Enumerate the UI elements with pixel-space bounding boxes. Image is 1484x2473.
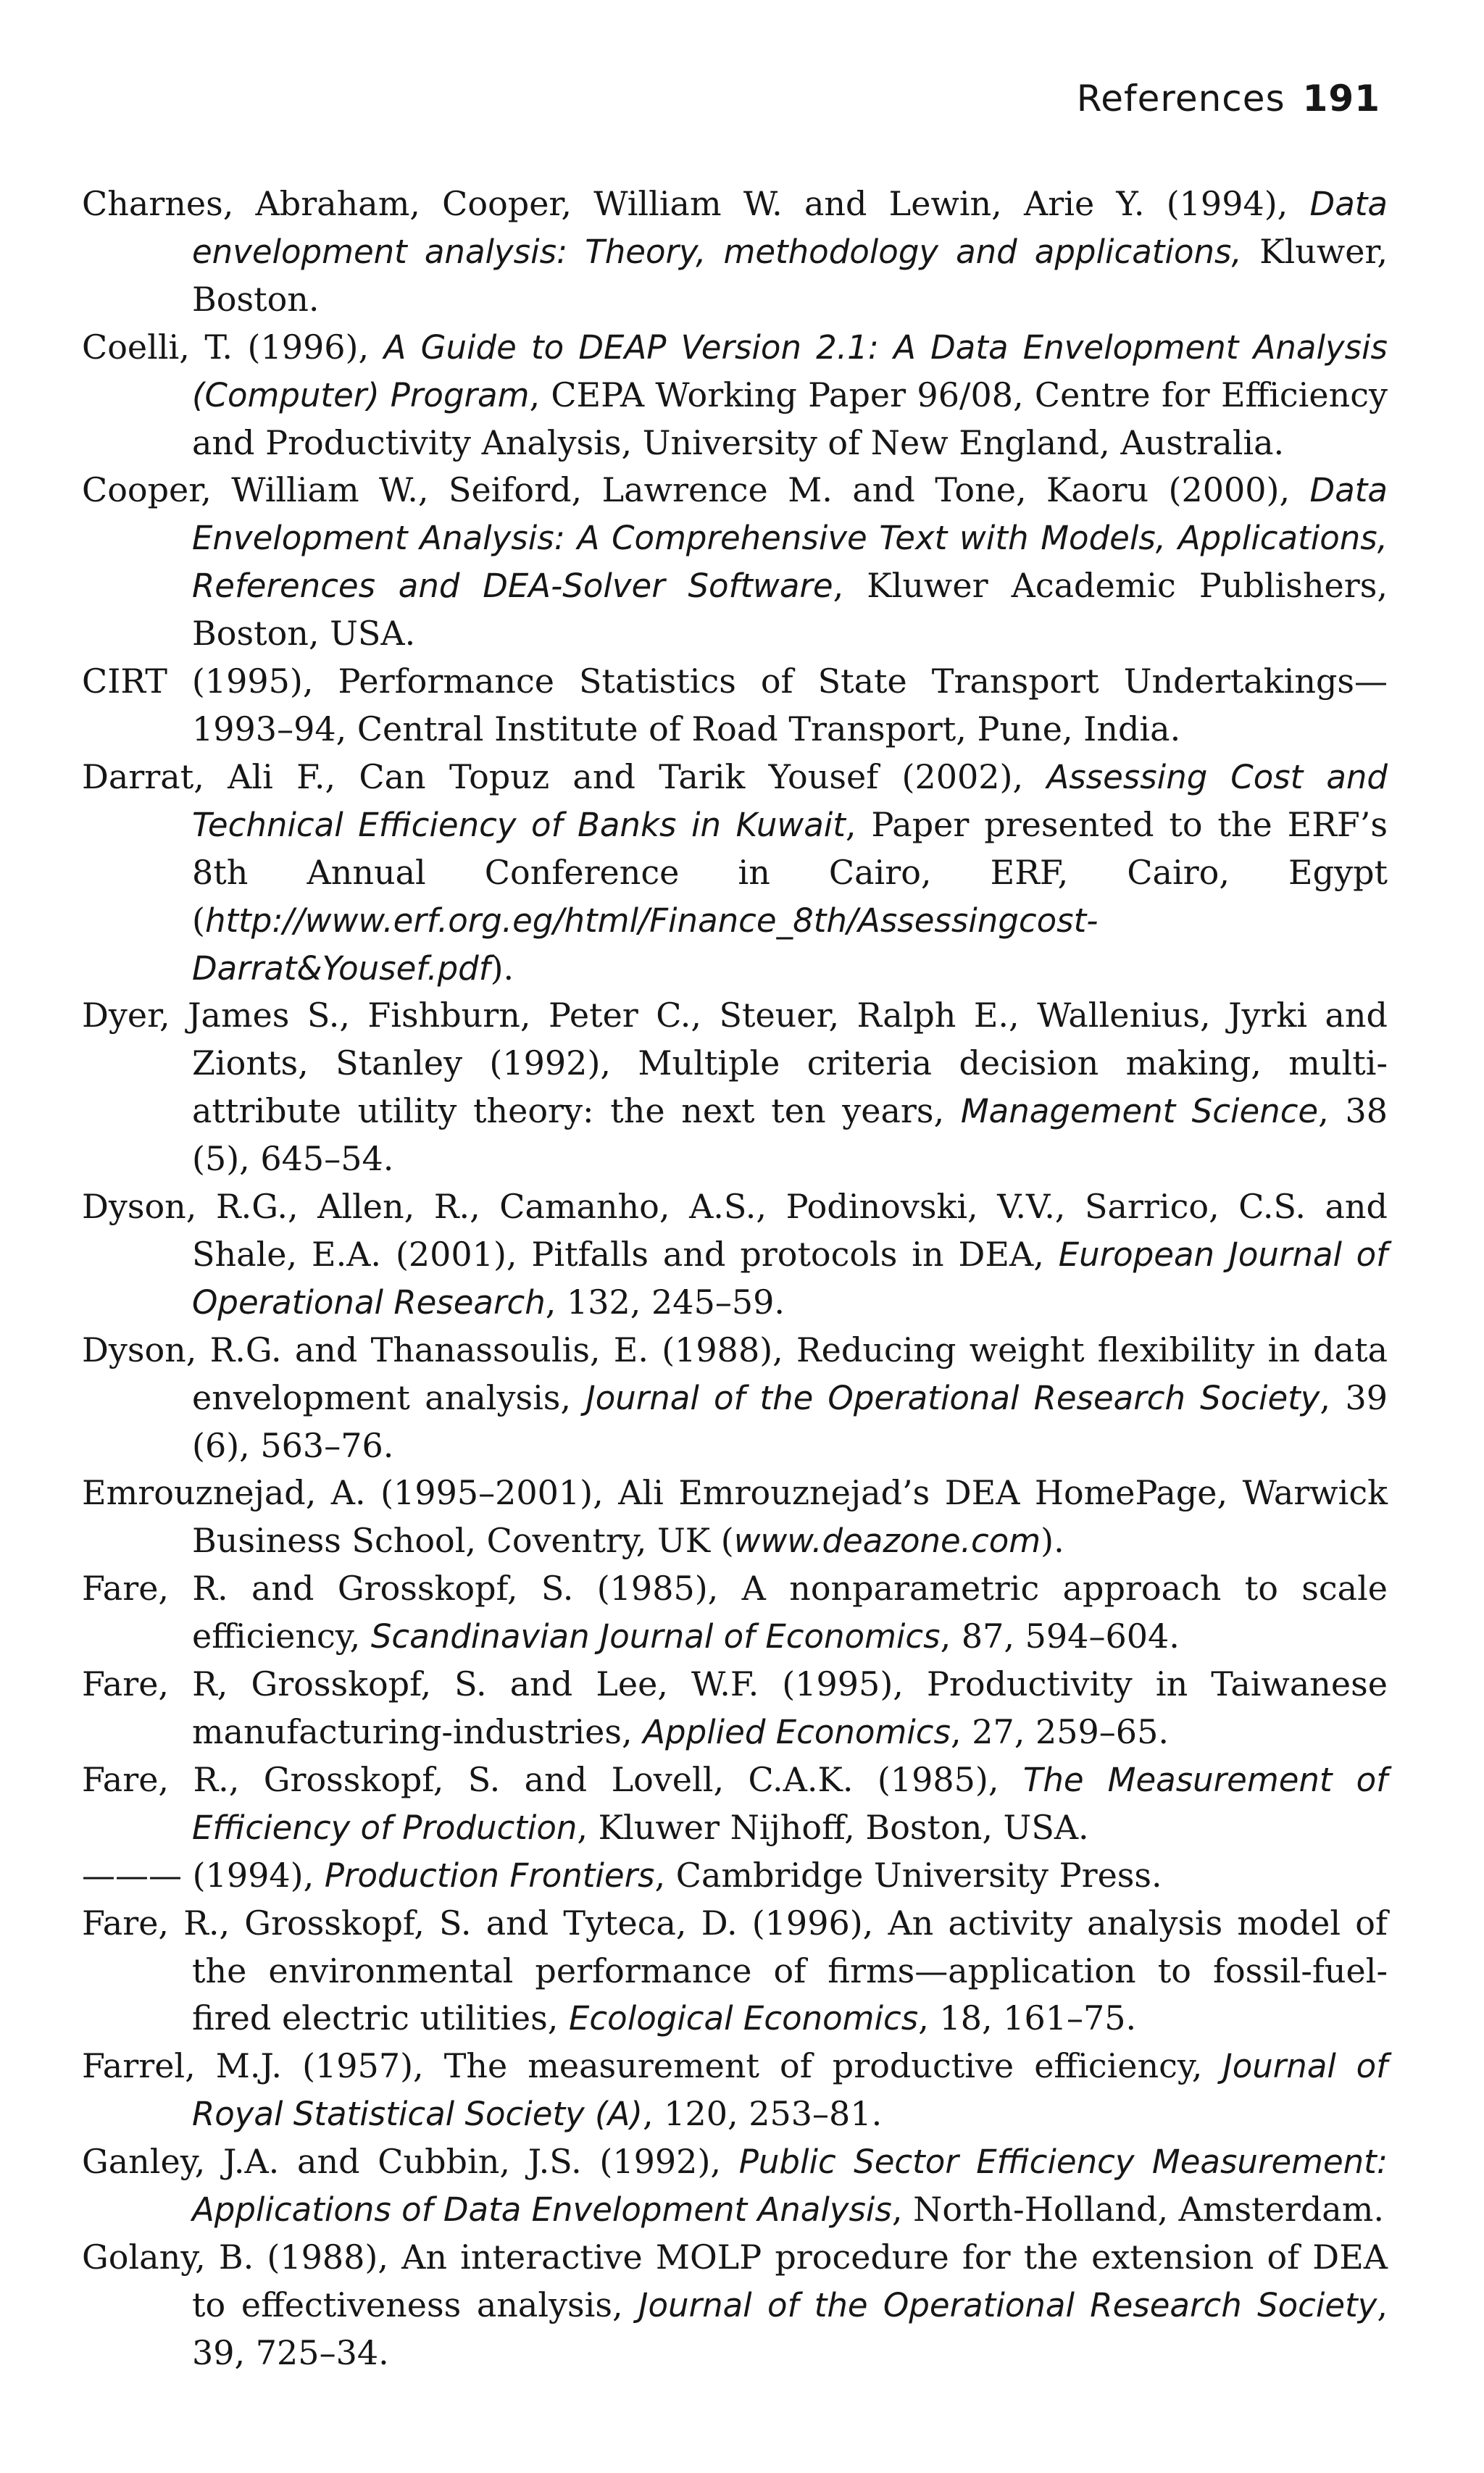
reference-text: , 39 (6), 563–76. — [192, 1377, 1388, 1465]
reference-title: European Journal of Operational Research — [192, 1235, 1388, 1322]
reference-title: Data Envelopment Analysis: A Comprehensive Text with Models, Applications, References and DEA-Solver Software — [192, 471, 1388, 606]
running-head-section: References — [1076, 78, 1285, 120]
reference-title: Data envelopment analysis: Theory, methodology and applications, — [192, 185, 1388, 271]
reference-text: Coelli, T. (1996), — [82, 327, 384, 367]
reference-entry — [82, 180, 1388, 324]
reference-entry — [82, 467, 1388, 658]
reference-text: , Cambridge University Press. — [654, 1855, 1162, 1895]
reference-entry — [82, 2138, 1388, 2234]
reference-text: Farrel, M.J. (1957), The measurement of productive efficiency, — [82, 2046, 1223, 2086]
reference-entry — [82, 2043, 1388, 2138]
reference-text: Fare, R, Grosskopf, S. and Lee, W.F. (1995), Productivity in Taiwanese manufacturing-industries, — [82, 1664, 1388, 1751]
reference-title: Journal of Royal Statistical Society (A) — [192, 2047, 1388, 2134]
reference-text: Fare, R., Grosskopf, S. and Lovell, C.A.K. (1985), — [82, 1759, 1023, 1799]
reference-entry — [82, 1183, 1388, 1327]
reference-text: Dyer, James S., Fishburn, Peter C., Steuer, Ralph E., Wallenius, Jyrki and Zionts, Stanley (1992), Multiple criteria decision making, multi-attribute utility theory: the next ten years, — [82, 996, 1388, 1131]
reference-text: Ganley, J.A. and Cubbin, J.S. (1992), — [82, 2142, 739, 2182]
reference-text: ). — [1041, 1521, 1064, 1561]
reference-entry — [82, 2234, 1388, 2377]
reference-text: , 87, 594–604. — [940, 1617, 1180, 1656]
reference-entry — [82, 1661, 1388, 1756]
reference-entry — [82, 1327, 1388, 1470]
reference-title: Ecological Economics — [568, 1999, 919, 2038]
reference-list — [82, 180, 1388, 2377]
reference-url: www.deazone.com — [733, 1522, 1041, 1561]
reference-text: , 120, 253–81. — [642, 2094, 883, 2134]
reference-text: Emrouznejad, A. (1995–2001), Ali Emrouznejad’s DEA HomePage, Warwick Business School, Coventry, UK ( — [82, 1473, 1388, 1561]
reference-text: Cooper, William W., Seiford, Lawrence M. and Tone, Kaoru (2000), — [82, 470, 1310, 510]
reference-text: , Kluwer Nijhoff, Boston, USA. — [577, 1807, 1089, 1847]
reference-url: http://www.erf.org.eg/html/Finance_8th/Assessingcost-Darrat&Yousef.pdf — [192, 901, 1099, 988]
reference-text: , 39, 725–34. — [192, 2285, 1388, 2372]
reference-text: ——— (1994), — [82, 1855, 325, 1895]
reference-entry — [82, 1565, 1388, 1661]
reference-entry — [82, 1756, 1388, 1852]
reference-text: Golany, B. (1988), An interactive MOLP procedure for the extension of DEA to effectiveness analysis, — [82, 2237, 1388, 2324]
reference-text: , 18, 161–75. — [918, 1998, 1137, 2038]
reference-title: The Measurement of Efficiency of Production — [192, 1760, 1388, 1847]
reference-title: Management Science — [960, 1092, 1319, 1131]
reference-entry — [82, 1469, 1388, 1565]
reference-entry — [82, 1852, 1388, 1900]
reference-text: Dyson, R.G. and Thanassoulis, E. (1988), Reducing weight flexibility in data envelopment analysis, — [82, 1330, 1388, 1417]
reference-text: , 27, 259–65. — [950, 1712, 1169, 1751]
reference-text: , North-Holland, Amsterdam. — [891, 2190, 1384, 2230]
reference-text: Kluwer, Boston. — [192, 231, 1388, 319]
running-head — [1077, 72, 1380, 125]
reference-text: CIRT (1995), Performance Statistics of State Transport Undertakings— 1993–94, Central Institute of Road Transport, Pune, India. — [82, 662, 1388, 748]
reference-text: Fare, R., Grosskopf, S. and Tyteca, D. (1996), An activity analysis model of the environmental performance of firms—application to fossil-fuel-fired electric utilities, — [82, 1903, 1388, 2038]
reference-text: Darrat, Ali F., Can Topuz and Tarik Yousef (2002), — [82, 756, 1047, 796]
reference-text: , Kluwer Academic Publishers, Boston, USA. — [192, 566, 1388, 654]
reference-text: Fare, R. and Grosskopf, S. (1985), A nonparametric approach to scale efficiency, — [82, 1569, 1388, 1656]
reference-entry — [82, 324, 1388, 467]
reference-text: , CEPA Working Paper 96/08, Centre for Efficiency and Productivity Analysis, University of New England, Australia. — [192, 375, 1388, 462]
reference-title: Applied Economics — [643, 1713, 951, 1751]
reference-text: , Paper presented to the ERF’s 8th Annual Conference in Cairo, ERF, Cairo, Egypt ( — [192, 804, 1388, 940]
reference-text: ). — [490, 948, 514, 988]
reference-text: Charnes, Abraham, Cooper, William W. and Lewin, Arie Y. (1994), — [82, 184, 1310, 223]
reference-entry — [82, 754, 1388, 993]
reference-entry — [82, 658, 1388, 754]
reference-text: , 38 (5), 645–54. — [192, 1091, 1388, 1179]
reference-title: Public Sector Efficiency Measurement: Applications of Data Envelopment Analysis — [192, 2143, 1388, 2230]
reference-text: Dyson, R.G., Allen, R., Camanho, A.S., Podinovski, V.V., Sarrico, C.S. and Shale, E.A. (2001), Pitfalls and protocols in DEA, — [82, 1187, 1388, 1274]
reference-title: Assessing Cost and Technical Efficiency of Banks in Kuwait — [192, 757, 1388, 844]
reference-text: , 132, 245–59. — [545, 1282, 785, 1322]
reference-title: Journal of the Operational Research Society — [638, 2285, 1377, 2324]
reference-entry — [82, 1900, 1388, 2043]
reference-entry — [82, 992, 1388, 1183]
page-number: 191 — [1302, 78, 1380, 120]
reference-title: A Guide to DEAP Version 2.1: A Data Envelopment Analysis (Computer) Program — [192, 328, 1388, 414]
reference-title: Production Frontiers — [324, 1856, 655, 1895]
reference-title: Scandinavian Journal of Economics — [370, 1617, 941, 1656]
reference-title: Journal of the Operational Research Society — [585, 1378, 1320, 1417]
